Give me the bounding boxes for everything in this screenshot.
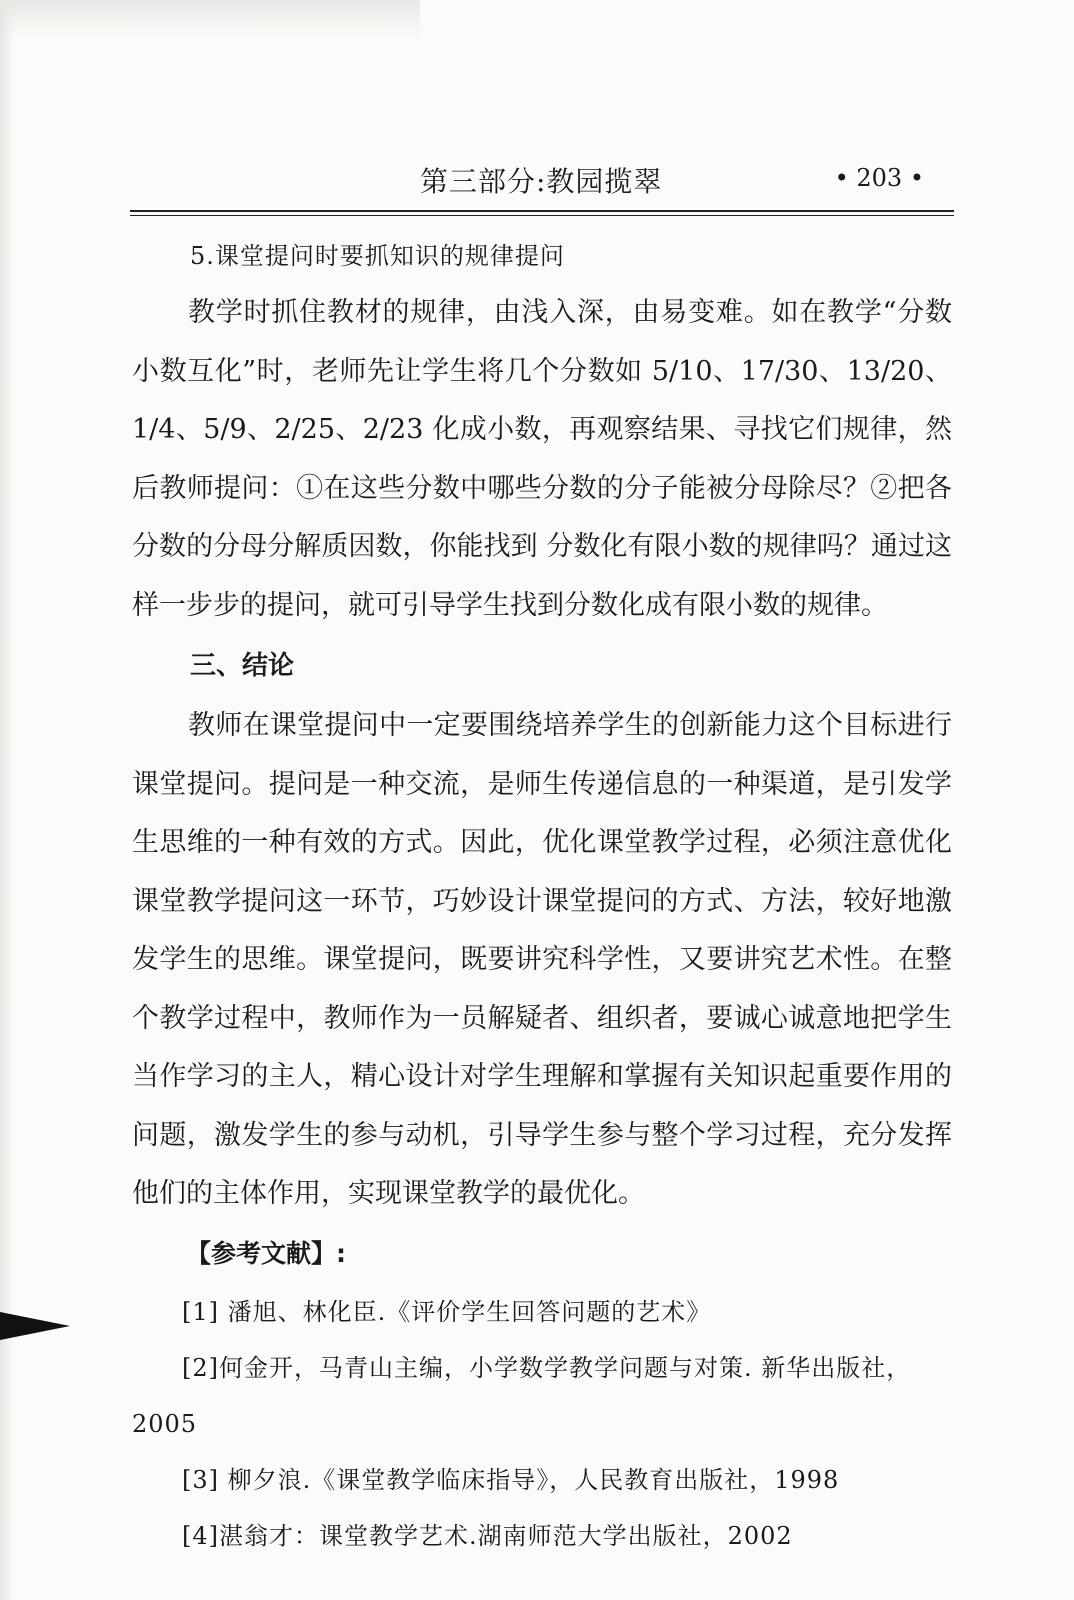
scan-shadow-top: [0, 0, 420, 40]
references-heading: 【参考文献】:: [186, 1238, 346, 1268]
page-number: • 203 •: [834, 164, 924, 192]
section-5-heading: 5.课堂提问时要抓知识的规律提问: [190, 242, 565, 270]
reference-item-1: [1] 潘旭、林化臣.《评价学生回答问题的艺术》: [182, 1297, 712, 1326]
reference-item-4: [4]湛翁才：课堂教学艺术.湖南师范大学出版社，2002: [182, 1521, 793, 1550]
page-body: [132, 228, 952, 1564]
binding-mark: [0, 1312, 70, 1340]
reference-item-2: [2]何金开，马青山主编，小学数学教学问题与对策. 新华出版社，2005: [132, 1353, 912, 1438]
header-rule-thin: [130, 215, 954, 216]
reference-item-3: [3] 柳夕浪.《课堂教学临床指导》，人民教育出版社，1998: [182, 1465, 840, 1494]
header-rule-thick: [130, 210, 954, 212]
scan-shadow-left: [0, 0, 14, 1600]
conclusion-heading: 三、结论: [190, 651, 295, 681]
conclusion-paragraph: 教师在课堂提问中一定要围绕培养学生的创新能力这个目标进行课堂提问。提问是一种交流，是师生传递信息的一种渠道，是引发学生思维的一种有效的方式。因此，优化课堂教学过程，必须注意优化课堂教学提问这一环节，巧妙设计课堂提问的方式、方法，较好地激发学生的思维。课堂提问，既要讲究科学性，又要讲究艺术性。在整个教学过程中，教师作为一员解疑者、组织者，要诚心诚意地把学生当作学习的主人，精心设计对学生理解和掌握有关知识起重要作用的问题，激发学生的参与动机，引导学生参与整个学习过程，充分发挥他们的主体作用，实现课堂教学的最优化。: [132, 710, 952, 1209]
header-title: 第三部分:教园揽翠: [420, 165, 663, 198]
section-5-paragraph: 教学时抓住教材的规律，由浅入深，由易变难。如在教学“分数小数互化”时，老师先让学生将几个分数如 5/10、17/30、13/20、1/4、5/9、2/25、2/23 化成小数，再观察结果、寻找它们规律，然后教师提问：①在这些分数中哪些分数的分子能被分母除尽？②把各分数的分母分解质因数，你能找到 分数化有限小数的规律吗？通过这样一步步的提问，就可引导学生找到分数化成有限小数的规律。: [132, 297, 952, 621]
